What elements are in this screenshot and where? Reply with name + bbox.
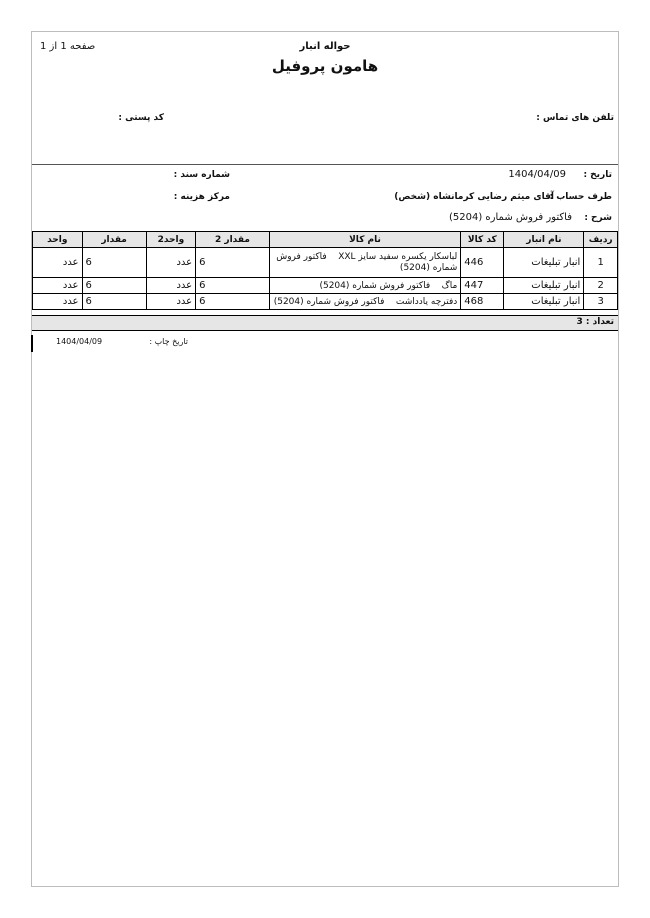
item-name (269, 278, 460, 294)
page-indicator: صفحه 1 از 1 (40, 41, 96, 52)
count-bar (32, 315, 618, 331)
item-name-main: دفترچه یادداشت (395, 296, 458, 307)
row-number: 1 (584, 248, 618, 278)
item-name-main: ماگ (441, 280, 458, 291)
phone-label: تلفن های تماس : (536, 113, 614, 123)
col-header-item-code: کد کالا (461, 232, 504, 248)
qty2-value: 6 (196, 294, 270, 310)
warehouse-name: انبار تبلیغات (504, 248, 584, 278)
cost-center-label: مرکز هزینه : (173, 192, 230, 202)
account-label: طرف حساب : (549, 192, 612, 202)
item-name-note: فاکتور فروش شماره (5204) (276, 251, 458, 273)
unit-value: عدد (33, 278, 83, 294)
item-count: تعداد : 3 (576, 317, 614, 327)
item-name-main: لباسکار یکسره سفید سایز XXL (338, 251, 458, 262)
table-header-row (33, 232, 618, 248)
unit-value: عدد (33, 294, 83, 310)
description-label: شرح : (584, 213, 612, 223)
table-row (33, 278, 618, 294)
unit2-value: عدد (146, 294, 195, 310)
table-row (33, 294, 618, 310)
col-header-warehouse: نام انبار (504, 232, 584, 248)
items-table (32, 231, 618, 310)
date-label: تاریخ : (583, 170, 612, 180)
col-header-qty: مقدار (82, 232, 146, 248)
description-value: فاکتور فروش شماره (5204) (448, 212, 572, 223)
item-name (269, 294, 460, 310)
unit2-value: عدد (146, 248, 195, 278)
divider (32, 164, 618, 165)
qty-value: 6 (82, 248, 146, 278)
qty-value: 6 (82, 278, 146, 294)
item-name-note: فاکتور فروش شماره (5204) (273, 296, 385, 307)
qty-value: 6 (82, 294, 146, 310)
item-name-note: فاکتور فروش شماره (5204) (319, 280, 431, 291)
postal-code-label: کد پستی : (118, 113, 164, 123)
col-header-item-name: نام کالا (269, 232, 460, 248)
item-name (269, 248, 460, 278)
date-value: 1404/04/09 (508, 169, 566, 180)
document-page (31, 31, 619, 887)
row-number: 3 (584, 294, 618, 310)
company-name: هامون پروفیل (271, 57, 379, 75)
item-code: 446 (461, 248, 504, 278)
print-date-label: تاریخ چاپ : (149, 337, 188, 346)
account-value: آقای میثم رضایی کرمانشاه (شخص) (394, 192, 554, 202)
item-code: 447 (461, 278, 504, 294)
qty2-value: 6 (196, 248, 270, 278)
col-header-unit2: واحد2 (146, 232, 195, 248)
margin-line (31, 335, 33, 352)
col-header-row-number: ردیف (584, 232, 618, 248)
qty2-value: 6 (196, 278, 270, 294)
warehouse-name: انبار تبلیغات (504, 278, 584, 294)
item-code: 468 (461, 294, 504, 310)
table-row (33, 248, 618, 278)
unit2-value: عدد (146, 278, 195, 294)
col-header-unit: واحد (33, 232, 83, 248)
doc-number-label: شماره سند : (173, 170, 230, 180)
row-number: 2 (584, 278, 618, 294)
doc-type-title: حواله انبار (299, 41, 351, 52)
print-date-value: 1404/04/09 (56, 337, 103, 346)
warehouse-name: انبار تبلیغات (504, 294, 584, 310)
col-header-qty2: مقدار 2 (196, 232, 270, 248)
unit-value: عدد (33, 248, 83, 278)
